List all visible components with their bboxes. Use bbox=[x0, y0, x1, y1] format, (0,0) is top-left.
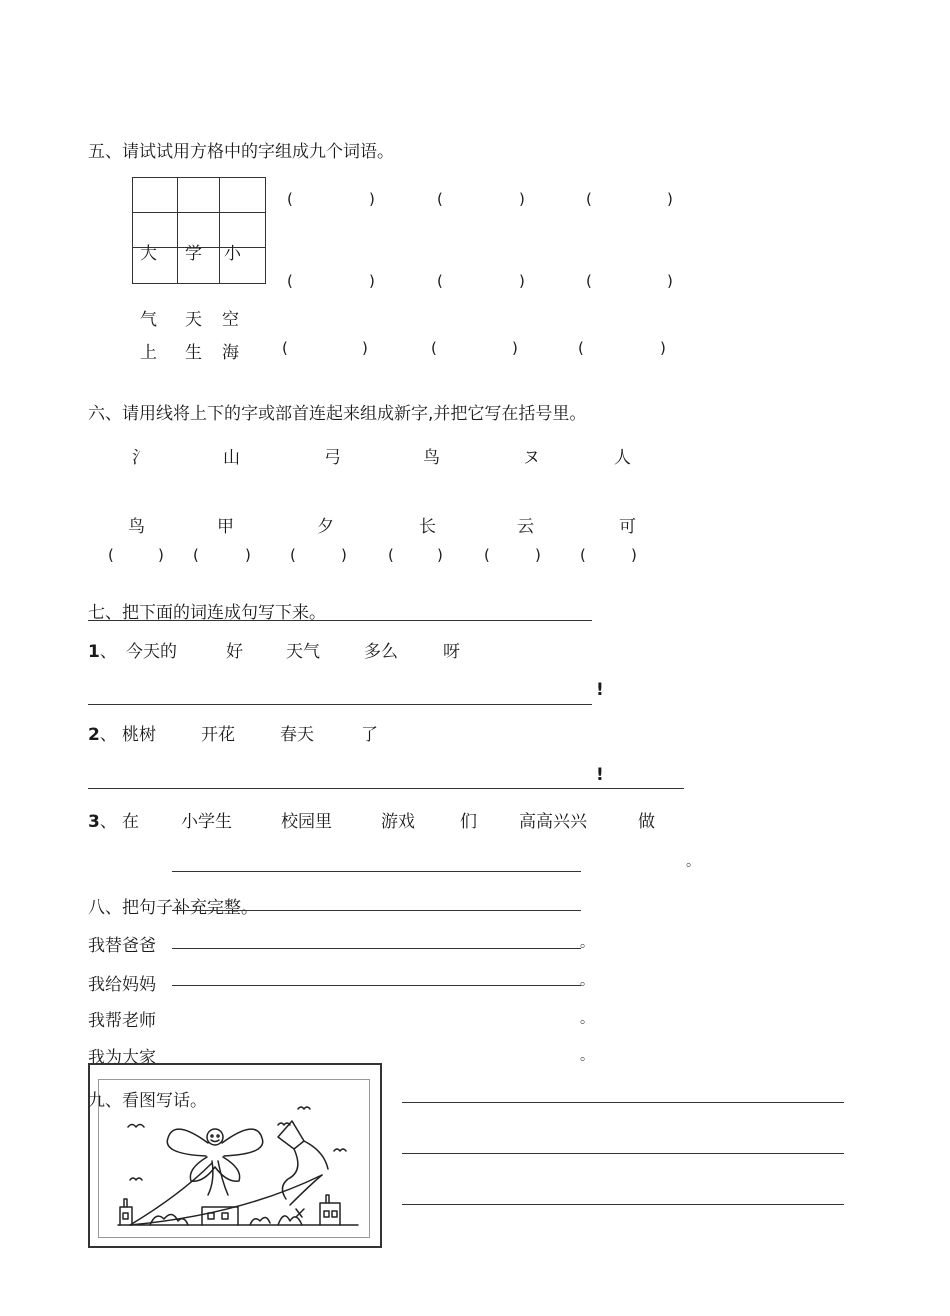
section9-title: 九、看图写话。 bbox=[88, 1091, 207, 1111]
grid-below-char: 生 bbox=[185, 343, 202, 363]
answer-line[interactable] bbox=[88, 704, 592, 705]
answer-line[interactable] bbox=[172, 910, 581, 911]
answer-paren-open: ( bbox=[484, 546, 490, 564]
answer-paren-close: ) bbox=[667, 190, 673, 208]
section6-title: 六、请用线将上下的字或部首连起来组成新字,并把它写在括号里。 bbox=[88, 404, 587, 424]
answer-paren-close: ) bbox=[631, 546, 637, 564]
bottom-component[interactable]: 长 bbox=[419, 517, 436, 537]
answer-line[interactable] bbox=[172, 948, 581, 949]
bottom-component[interactable]: 可 bbox=[619, 517, 636, 537]
answer-paren-open: ( bbox=[431, 339, 437, 357]
answer-paren-open: ( bbox=[290, 546, 296, 564]
answer-paren-open: ( bbox=[282, 339, 288, 357]
grid-below-char: 气 bbox=[140, 310, 157, 330]
answer-paren-close: ) bbox=[519, 190, 525, 208]
answer-paren-open: ( bbox=[580, 546, 586, 564]
sentence-prompt: 我替爸爸 bbox=[88, 936, 156, 956]
grid-char: 小 bbox=[224, 244, 241, 264]
end-mark: 。 bbox=[580, 973, 594, 989]
answer-paren-open: ( bbox=[388, 546, 394, 564]
word-chip: 们 bbox=[460, 812, 477, 832]
word-chip: 今天的 bbox=[126, 642, 177, 662]
answer-paren-close: ) bbox=[512, 339, 518, 357]
answer-line[interactable] bbox=[172, 985, 581, 986]
answer-paren-close: ) bbox=[341, 546, 347, 564]
section8-title: 八、把句子补充完整。 bbox=[88, 898, 258, 918]
word-chip: 春天 bbox=[280, 725, 314, 745]
answer-paren-close: ) bbox=[362, 339, 368, 357]
writing-line[interactable] bbox=[402, 1204, 844, 1205]
writing-line[interactable] bbox=[402, 1102, 844, 1103]
grid-char: 大 bbox=[140, 244, 157, 264]
section5-title: 五、请试试用方格中的字组成九个词语。 bbox=[88, 142, 394, 162]
answer-paren-close: ) bbox=[369, 272, 375, 290]
word-chip: 桃树 bbox=[122, 725, 156, 745]
answer-line[interactable] bbox=[172, 871, 581, 872]
sentence-prompt: 我帮老师 bbox=[88, 1011, 156, 1031]
word-chip: 在 bbox=[122, 812, 139, 832]
end-mark: ! bbox=[596, 680, 604, 700]
answer-paren-close: ) bbox=[535, 546, 541, 564]
grid-below-char: 空 bbox=[222, 310, 239, 330]
word-chip: 高高兴兴 bbox=[519, 812, 587, 832]
top-radical[interactable]: 山 bbox=[223, 448, 240, 468]
word-chip: 呀 bbox=[443, 642, 460, 662]
grid-below-char: 海 bbox=[222, 343, 239, 363]
answer-paren-close: ) bbox=[245, 546, 251, 564]
end-mark: 。 bbox=[580, 1011, 594, 1027]
word-chip: 做 bbox=[638, 812, 655, 832]
word-chip: 开花 bbox=[201, 725, 235, 745]
answer-paren-open: ( bbox=[287, 190, 293, 208]
character-grid bbox=[132, 177, 266, 284]
top-radical[interactable]: 人 bbox=[614, 448, 631, 468]
top-radical[interactable]: ヌ bbox=[523, 448, 540, 468]
answer-paren-open: ( bbox=[287, 272, 293, 290]
question-number: 2、 bbox=[88, 725, 117, 745]
top-radical[interactable]: 氵 bbox=[132, 448, 149, 468]
answer-paren-close: ) bbox=[158, 546, 164, 564]
end-mark: ! bbox=[596, 765, 604, 785]
bottom-component[interactable]: 鸟 bbox=[128, 517, 145, 537]
sentence-prompt: 我给妈妈 bbox=[88, 975, 156, 995]
sentence-prompt: 我为大家 bbox=[88, 1048, 156, 1068]
word-chip: 天气 bbox=[286, 642, 320, 662]
question-number: 1、 bbox=[88, 642, 117, 662]
answer-paren-open: ( bbox=[437, 190, 443, 208]
grid-char: 学 bbox=[185, 244, 202, 264]
answer-line[interactable] bbox=[88, 788, 684, 789]
answer-paren-open: ( bbox=[578, 339, 584, 357]
answer-paren-open: ( bbox=[437, 272, 443, 290]
title-underline bbox=[88, 620, 592, 621]
answer-paren-open: ( bbox=[193, 546, 199, 564]
answer-paren-close: ) bbox=[437, 546, 443, 564]
answer-paren-close: ) bbox=[667, 272, 673, 290]
answer-paren-close: ) bbox=[369, 190, 375, 208]
answer-paren-open: ( bbox=[586, 272, 592, 290]
section7-title: 七、把下面的词连成句写下来。 bbox=[88, 603, 326, 623]
word-chip: 游戏 bbox=[381, 812, 415, 832]
writing-line[interactable] bbox=[402, 1153, 844, 1154]
answer-paren-close: ) bbox=[660, 339, 666, 357]
bottom-component[interactable]: 夕 bbox=[317, 517, 334, 537]
end-mark: 。 bbox=[686, 854, 700, 870]
grid-below-char: 天 bbox=[185, 310, 202, 330]
word-chip: 了 bbox=[361, 725, 378, 745]
top-radical[interactable]: 鸟 bbox=[423, 448, 440, 468]
bottom-component[interactable]: 甲 bbox=[217, 517, 234, 537]
bottom-component[interactable]: 云 bbox=[517, 517, 534, 537]
word-chip: 多么 bbox=[364, 642, 398, 662]
word-chip: 小学生 bbox=[181, 812, 232, 832]
word-chip: 好 bbox=[226, 642, 243, 662]
answer-paren-open: ( bbox=[586, 190, 592, 208]
word-chip: 校园里 bbox=[281, 812, 332, 832]
question-number: 3、 bbox=[88, 812, 117, 832]
end-mark: 。 bbox=[580, 1048, 594, 1064]
top-radical[interactable]: 弓 bbox=[324, 448, 341, 468]
answer-paren-close: ) bbox=[519, 272, 525, 290]
grid-below-char: 上 bbox=[140, 343, 157, 363]
answer-paren-open: ( bbox=[108, 546, 114, 564]
end-mark: 。 bbox=[580, 935, 594, 951]
